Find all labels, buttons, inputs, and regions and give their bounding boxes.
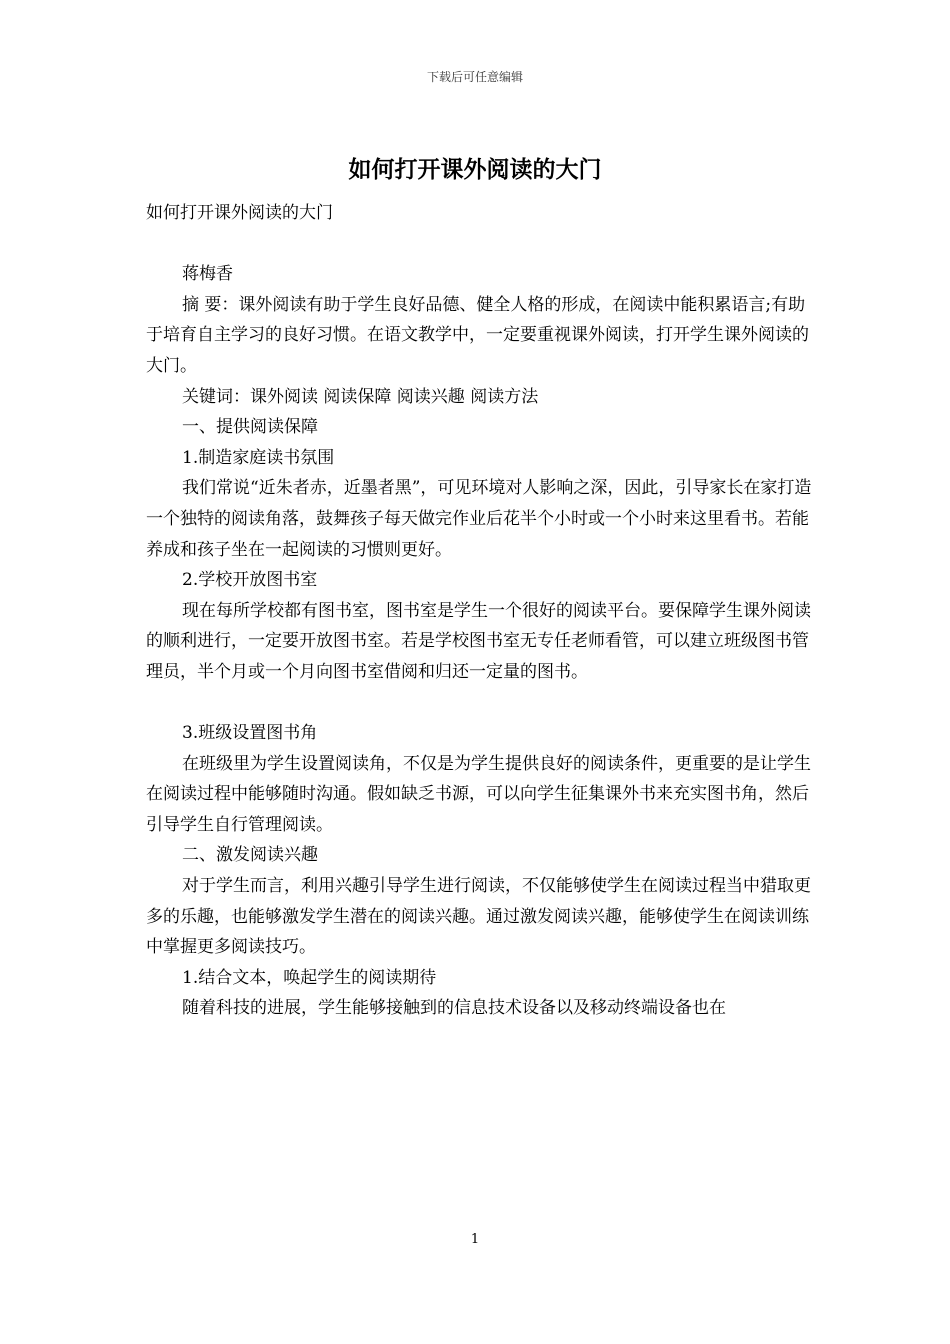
header-note: 下载后可任意编辑 <box>426 70 523 84</box>
paragraph-1-3: 在班级里为学生设置阅读角，不仅是为学生提供良好的阅读条件，更重要的是让学生在阅读过程中能够随时沟通。假如缺乏书源，可以向学生征集课外书来充实图书角，然后引导学生自行管理阅读。 <box>146 753 811 835</box>
document-body <box>146 198 818 1024</box>
keywords-line: 关键词：课外阅读 阅读保障 阅读兴趣 阅读方法 <box>182 386 539 407</box>
document-title: 如何打开课外阅读的大门 <box>348 156 602 183</box>
author-name: 蒋梅香 <box>182 264 233 285</box>
subsection-heading-1-3: 3.班级设置图书角 <box>182 723 318 744</box>
paragraph-2-1: 随着科技的进展，学生能够接触到的信息技术设备以及移动终端设备也在 <box>182 998 726 1019</box>
subsection-heading-1-2: 2.学校开放图书室 <box>182 570 318 591</box>
paragraph-1-1: 我们常说“近朱者赤，近墨者黑”，可见环境对人影响之深，因此，引导家长在家打造一个独特的阅读角落，鼓舞孩子每天做完作业后花半个小时或一个小时来这里看书。若能养成和孩子坐在一起阅读的习惯则更好。 <box>146 478 812 560</box>
blank-line <box>146 688 818 719</box>
paragraph-1-2: 现在每所学校都有图书室，图书室是学生一个很好的阅读平台。要保障学生课外阅读的顺利进行，一定要开放图书室。若是学校图书室无专任老师看管，可以建立班级图书管理员，半个月或一个月向图书室借阅和归还一定量的图书。 <box>146 600 811 682</box>
section-heading-2: 二、激发阅读兴趣 <box>182 845 318 866</box>
paragraph-2-intro: 对于学生而言，利用兴趣引导学生进行阅读，不仅能够使学生在阅读过程当中猎取更多的乐趣，也能够激发学生潜在的阅读兴趣。通过激发阅读兴趣，能够使学生在阅读训练中掌握更多阅读技巧。 <box>146 876 811 958</box>
subsection-heading-2-1: 1.结合文本，唤起学生的阅读期待 <box>182 967 437 988</box>
blank-line <box>146 229 818 260</box>
document-subtitle: 如何打开课外阅读的大门 <box>146 203 333 223</box>
section-heading-1: 一、提供阅读保障 <box>182 417 318 438</box>
subsection-heading-1-1: 1.制造家庭读书氛围 <box>182 447 335 468</box>
page-number: 1 <box>470 1232 480 1247</box>
abstract-paragraph: 摘 要：课外阅读有助于学生良好品德、健全人格的形成，在阅读中能积累语言;有助于培育自主学习的良好习惯。在语文教学中，一定要重视课外阅读，打开学生课外阅读的大门。 <box>146 294 809 376</box>
